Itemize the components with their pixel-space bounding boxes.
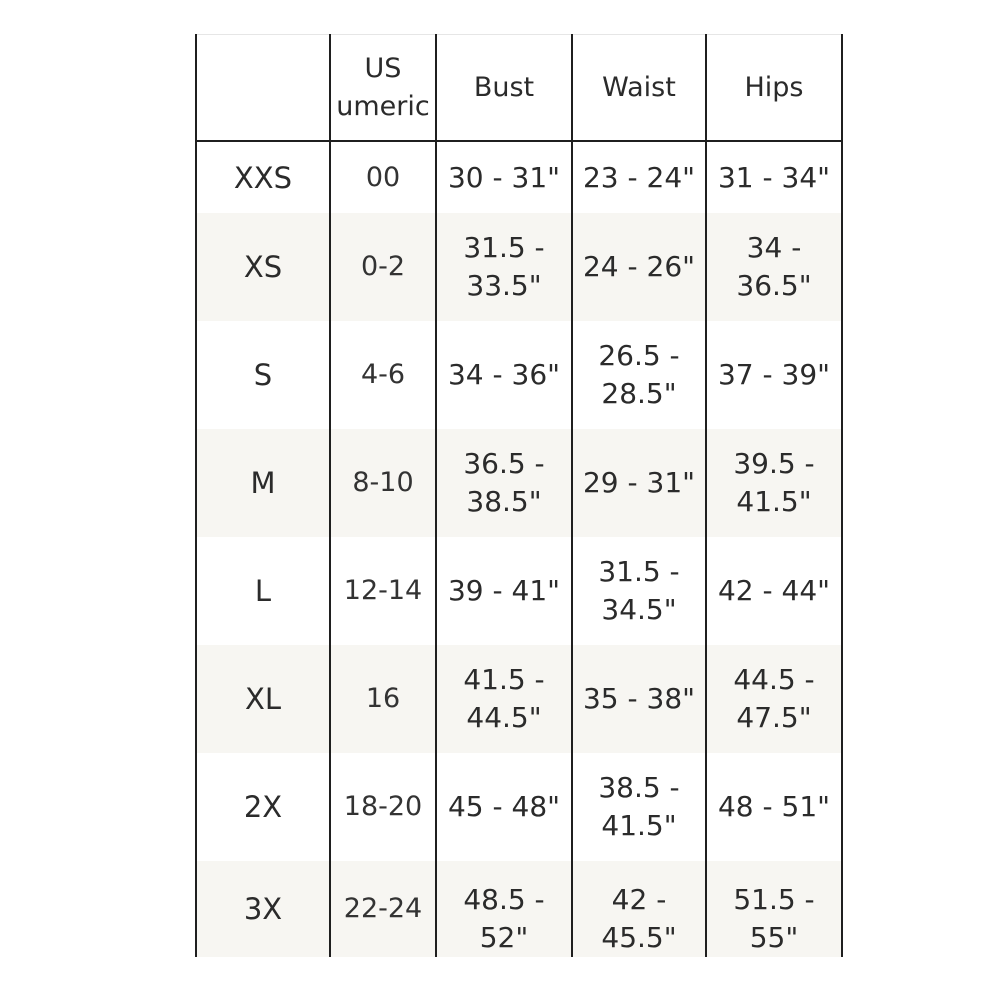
table-row [196, 141, 842, 213]
waist-cell: 42 - 45.5" [572, 861, 706, 957]
us-numeric-cell: 0-2 [330, 213, 436, 321]
bust-cell: 36.5 - 38.5" [436, 429, 572, 537]
bust-cell: 39 - 41" [436, 537, 572, 645]
table-row [196, 429, 842, 537]
table-row [196, 537, 842, 645]
waist-cell: 29 - 31" [572, 429, 706, 537]
hips-cell: 37 - 39" [706, 321, 842, 429]
table-row [196, 753, 842, 861]
waist-cell: 35 - 38" [572, 645, 706, 753]
header-row [196, 35, 842, 142]
us-numeric-cell: 22-24 [330, 861, 436, 957]
bust-cell: 41.5 - 44.5" [436, 645, 572, 753]
size-cell: 2X [196, 753, 330, 861]
hips-cell: 39.5 - 41.5" [706, 429, 842, 537]
size-cell: S [196, 321, 330, 429]
us-numeric-cell: 18-20 [330, 753, 436, 861]
size-cell: XS [196, 213, 330, 321]
size-cell: XXS [196, 141, 330, 213]
header-us-numeric: US umeric [330, 35, 436, 142]
bust-cell: 31.5 - 33.5" [436, 213, 572, 321]
hips-cell: 51.5 - 55" [706, 861, 842, 957]
size-cell: 3X [196, 861, 330, 957]
bust-cell: 45 - 48" [436, 753, 572, 861]
size-cell: XL [196, 645, 330, 753]
size-cell: M [196, 429, 330, 537]
header-bust: Bust [436, 35, 572, 142]
us-numeric-cell: 00 [330, 141, 436, 213]
bust-cell: 30 - 31" [436, 141, 572, 213]
table-row [196, 321, 842, 429]
bust-cell: 48.5 - 52" [436, 861, 572, 957]
header-size [196, 35, 330, 142]
hips-cell: 44.5 - 47.5" [706, 645, 842, 753]
table-row [196, 861, 842, 957]
header-waist: Waist [572, 35, 706, 142]
us-numeric-cell: 16 [330, 645, 436, 753]
header-hips: Hips [706, 35, 842, 142]
waist-cell: 26.5 - 28.5" [572, 321, 706, 429]
table-row [196, 213, 842, 321]
size-chart-table [195, 34, 843, 957]
hips-cell: 48 - 51" [706, 753, 842, 861]
bust-cell: 34 - 36" [436, 321, 572, 429]
us-numeric-cell: 12-14 [330, 537, 436, 645]
us-numeric-cell: 4-6 [330, 321, 436, 429]
table-row [196, 645, 842, 753]
waist-cell: 23 - 24" [572, 141, 706, 213]
waist-cell: 38.5 - 41.5" [572, 753, 706, 861]
size-cell: L [196, 537, 330, 645]
hips-cell: 42 - 44" [706, 537, 842, 645]
hips-cell: 34 - 36.5" [706, 213, 842, 321]
hips-cell: 31 - 34" [706, 141, 842, 213]
us-numeric-cell: 8-10 [330, 429, 436, 537]
waist-cell: 24 - 26" [572, 213, 706, 321]
waist-cell: 31.5 - 34.5" [572, 537, 706, 645]
